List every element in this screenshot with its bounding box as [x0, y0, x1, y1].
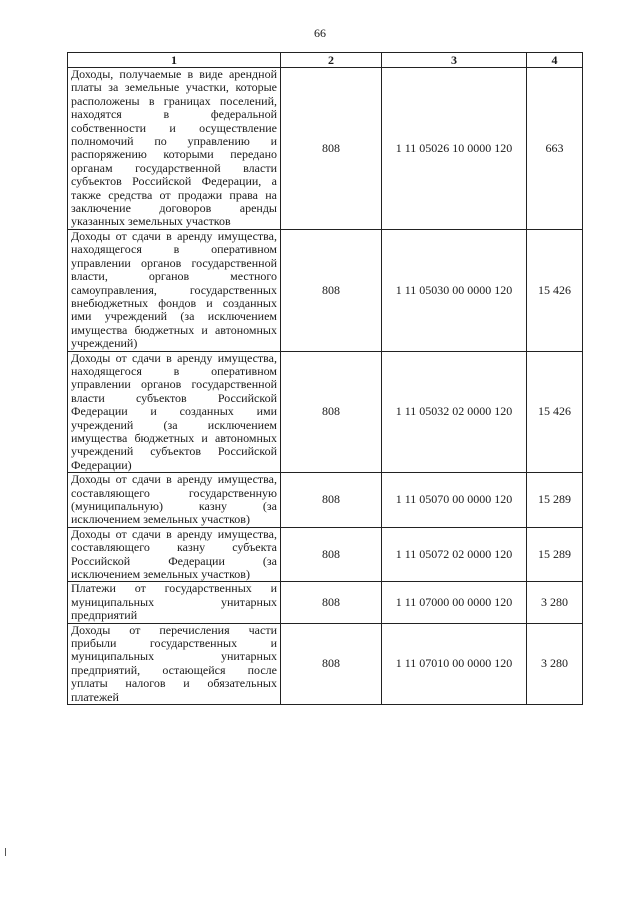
row-description: Доходы, получаемые в виде арендной платы за земельные участки, которые расположены в границах поселений, находятся в федеральной собственности и осуществление полномочий по управлению и распоряжению которыми передано органам государственной власти субъектов Российской Федерации, а также средства от продажи права на заключение договоров аренды указанных земельных участков — [68, 68, 281, 230]
table-row — [68, 229, 583, 351]
row-kbk-code: 1 11 05030 00 0000 120 — [382, 229, 527, 351]
row-description: Платежи от государственных и муниципальных унитарных предприятий — [68, 582, 281, 623]
table-row — [68, 68, 583, 230]
row-amount: 663 — [527, 68, 583, 230]
revenue-table — [67, 52, 583, 705]
row-description: Доходы от сдачи в аренду имущества, составляющего казну субъекта Российской Федерации (за исключением земельных участков) — [68, 527, 281, 582]
row-amount: 15 426 — [527, 229, 583, 351]
row-kbk-code: 1 11 05070 00 0000 120 — [382, 473, 527, 528]
table-row — [68, 527, 583, 582]
column-header-1: 1 — [68, 53, 281, 68]
row-kbk-code: 1 11 07010 00 0000 120 — [382, 623, 527, 704]
row-admin-code: 808 — [281, 68, 382, 230]
scan-margin-mark — [5, 848, 6, 856]
row-admin-code: 808 — [281, 351, 382, 473]
row-amount: 3 280 — [527, 623, 583, 704]
row-admin-code: 808 — [281, 582, 382, 623]
row-admin-code: 808 — [281, 527, 382, 582]
column-header-3: 3 — [382, 53, 527, 68]
row-amount: 15 289 — [527, 473, 583, 528]
row-description: Доходы от перечисления части прибыли государственных и муниципальных унитарных предприятий, остающейся после уплаты налогов и обязательных платежей — [68, 623, 281, 704]
row-amount: 15 426 — [527, 351, 583, 473]
row-description: Доходы от сдачи в аренду имущества, находящегося в оперативном управлении органов государственной власти субъектов Российской Федерации и созданных ими учреждений (за исключением имущества бюджетных и автономных учреждений субъектов Российской Федерации) — [68, 351, 281, 473]
row-admin-code: 808 — [281, 229, 382, 351]
row-description: Доходы от сдачи в аренду имущества, находящегося в оперативном управлении органов государственной власти, органов местного самоуправления, государственных внебюджетных фондов и созданных ими учреждений (за исключением имущества бюджетных и автономных учреждений) — [68, 229, 281, 351]
row-amount: 15 289 — [527, 527, 583, 582]
row-kbk-code: 1 11 05032 02 0000 120 — [382, 351, 527, 473]
table-row — [68, 582, 583, 623]
row-description: Доходы от сдачи в аренду имущества, составляющего государственную (муниципальную) казну (за исключением земельных участков) — [68, 473, 281, 528]
column-header-4: 4 — [527, 53, 583, 68]
table-row — [68, 351, 583, 473]
table-header-row — [68, 53, 583, 68]
row-admin-code: 808 — [281, 623, 382, 704]
row-kbk-code: 1 11 05072 02 0000 120 — [382, 527, 527, 582]
column-header-2: 2 — [281, 53, 382, 68]
row-kbk-code: 1 11 05026 10 0000 120 — [382, 68, 527, 230]
table-row — [68, 473, 583, 528]
row-amount: 3 280 — [527, 582, 583, 623]
row-kbk-code: 1 11 07000 00 0000 120 — [382, 582, 527, 623]
table-row — [68, 623, 583, 704]
row-admin-code: 808 — [281, 473, 382, 528]
page-number: 66 — [314, 26, 326, 40]
